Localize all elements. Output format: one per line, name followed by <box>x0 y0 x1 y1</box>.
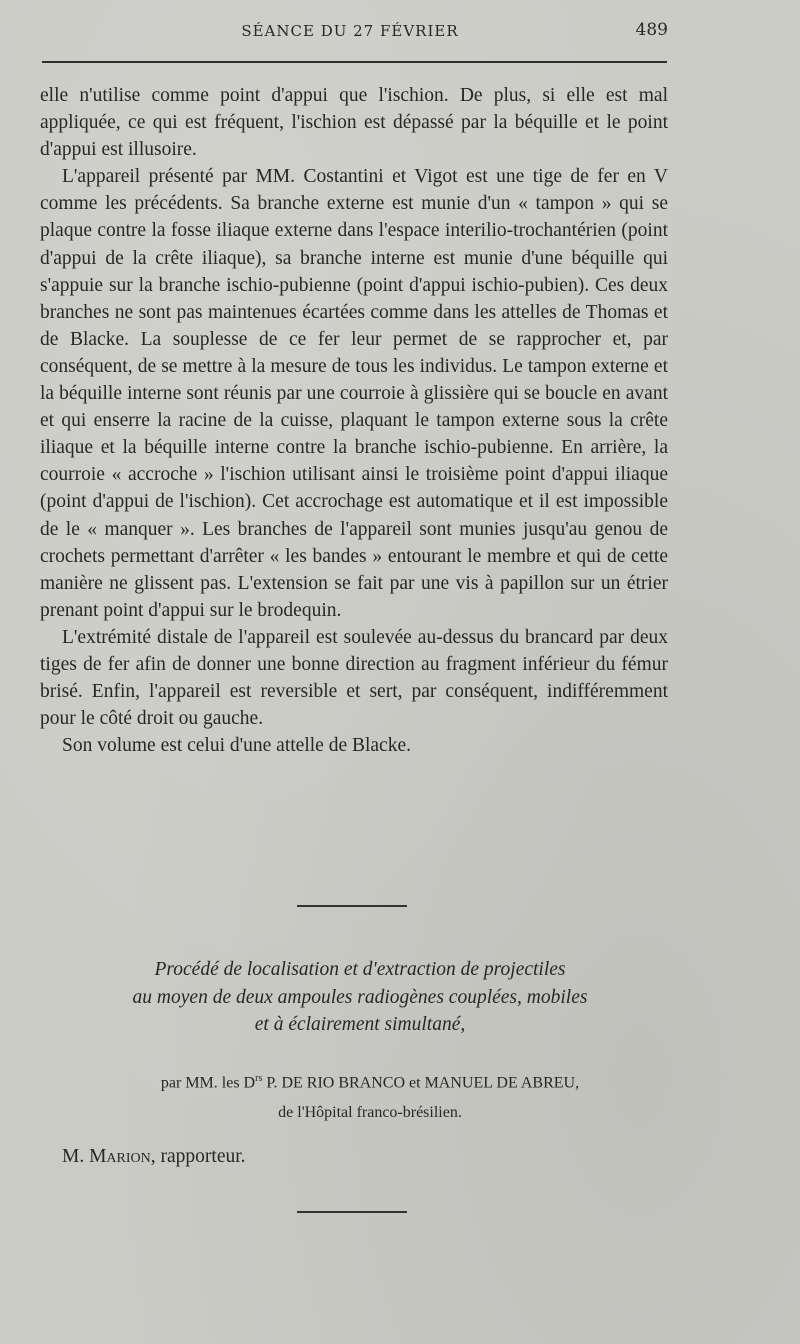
paragraph-continuation: elle n'utilise comme point d'appui que l'ischion. De plus, si elle est mal appliquée, ce qui est fréquent, l'ischion est dépassé par la béquille et le point d'appui est illusoire. <box>40 85 668 161</box>
running-head <box>0 20 800 44</box>
page-number: 489 <box>635 20 668 40</box>
section-separator-rule <box>297 905 407 907</box>
paragraph-extremite-distale: L'extrémité distale de l'appareil est soulevée au-dessus du brancard par deux tiges de fer afin de donner une bonne direction au fragment inférieur du fémur brisé. Enfin, l'appareil est reversible et sert, par conséquent, indifféremment pour le côté droit ou gauche. <box>40 626 668 730</box>
reporter-prefix: M. <box>62 1146 90 1167</box>
authors-block <box>60 1064 680 1128</box>
article-title-line-2: au moyen de deux ampoules radiogènes couplées, mobiles <box>132 986 588 1008</box>
running-title: SÉANCE DU 27 FÉVRIER <box>241 22 459 40</box>
authors-line <box>60 1064 680 1098</box>
authors-superscript: rs <box>255 1073 263 1084</box>
reporter-name: Marion <box>89 1146 151 1167</box>
reporter-role: , rapporteur. <box>150 1146 246 1167</box>
end-separator-rule <box>297 1211 407 1213</box>
authors-names: P. DE RIO BRANCO et MANUEL DE ABREU, <box>262 1074 580 1092</box>
article-title-line-3: et à éclairement simultané, <box>254 1014 466 1035</box>
reporter-line <box>62 1146 246 1168</box>
affiliation: de l'Hôpital franco-brésilien. <box>278 1104 462 1122</box>
paragraph-volume: Son volume est celui d'une attelle de Blacke. <box>62 735 411 757</box>
article-title-line-1: Procédé de localisation et d'extraction de projectiles <box>154 959 566 980</box>
article-title <box>60 956 660 1039</box>
authors-prefix: par MM. les D <box>160 1074 256 1092</box>
body-text <box>40 82 668 759</box>
paragraph-appareil-description: L'appareil présenté par MM. Costantini et Vigot est une tige de fer en V comme les précédents. Sa branche externe est munie d'un « tampon » qui se plaque contre la fosse iliaque externe dans l'espace interilio-trochantérien (point d'appui de la crête iliaque), sa branche interne est munie d'une béquille qui s'appuie sur la branche ischio-pubienne (point d'appui ischio-pubien). Ces deux branches ne sont pas maintenues écartées comme dans les attelles de Thomas et de Blacke. La souplesse de ce fer leur permet de se rapprocher et, par conséquent, de se mettre à la mesure de tous les individus. Le tampon externe et la béquille interne sont réunis par une courroie à glissière qui se boucle en avant et qui enserre la racine de la cuisse, plaquant le tampon externe sous la crête iliaque et la béquille interne contre la branche ischio-pubienne. En arrière, la courroie « accroche » l'ischion utilisant ainsi le troisième point d'appui iliaque (point d'appui de l'ischion). Cet accrochage est automatique et il est impossible de le « manquer ». Les branches de l'appareil sont munies jusqu'au genou de crochets permettant d'arrêter « les bandes » entourant le membre et qui de cette manière ne glissent pas. L'extension se fait par une vis à papillon sur un étrier prenant point d'appui sur le brodequin. <box>40 166 668 621</box>
header-rule <box>42 61 667 63</box>
